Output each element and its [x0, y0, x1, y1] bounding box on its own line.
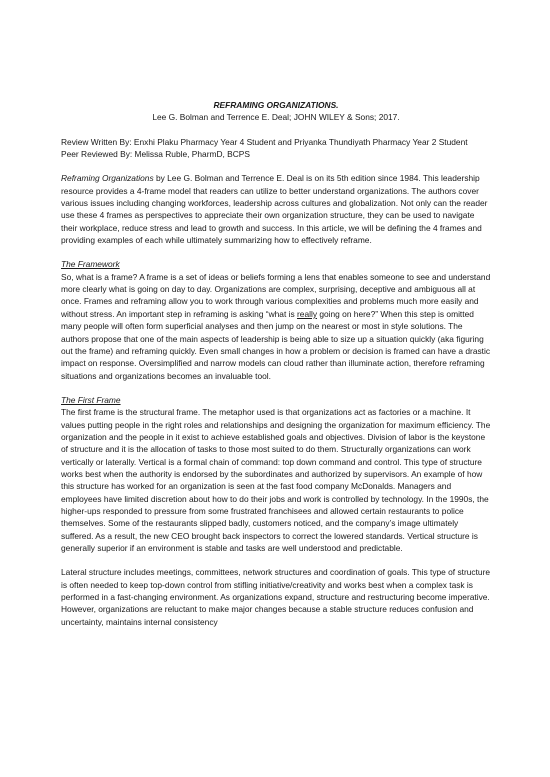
framework-heading: The Framework [61, 259, 120, 270]
framework-paragraph [61, 271, 491, 382]
framework-emphasis: really [297, 308, 318, 319]
intro-paragraph [61, 172, 491, 246]
framework-text-2: going on here?” When this step is omitted many people will often form superficial analyses and then jump on the nearest or most in style solutions. The authors propose that one of the main aspects of leadership is being able to size up a situation quickly (aka figuring out the frame) and reframing quickly. Even small changes in how a problem or decision is framed can have a drastic impact on response. Oversimplified and narrow models can cloud rather than illuminate action, therefore reframing situations and organizations becomes an invaluable tool. [61, 308, 491, 381]
document-title: REFRAMING ORGANIZATIONS. [213, 100, 339, 110]
book-citation: Lee G. Bolman and Terrence E. Deal; JOHN WILEY & Sons; 2017. [152, 112, 400, 123]
peer-review-line: Peer Reviewed By: Melissa Ruble, PharmD, BCPS [61, 149, 250, 160]
intro-text: by Lee G. Bolman and Terrence E. Deal is on its 5th edition since 1984. This leadership resource provides a 4-frame model that readers can utilize to better understand organizations. The authors cover various issues including changing workforces, leadership across cultures and globalization. Not only can the reader use these 4 frames as perspectives to appreciate their own organization structure, they can be used to navigate their workplace, reduce stress and lead to growth and success. In this article, we will be defining the 4 frames and providing examples of each while ultimately summarizing how to effectively reframe. [61, 173, 488, 246]
reviewers-line: Review Written By: Enxhi Plaku Pharmacy Year 4 Student and Priyanka Thundiyath Pharmacy Year 2 Student [61, 136, 468, 147]
lateral-structure-paragraph: Lateral structure includes meetings, committees, network structures and coordination of goals. This type of structure is often needed to keep top-down control from stifling initiative/creativity and works best when a complex task is performed in a fast-changing environment. As organizations expand, structure and restructuring become imperative. However, organizations are reluctant to make major changes because a stable structure reduces confusion and uncertainty, maintains internal consistency [61, 567, 491, 627]
first-frame-paragraph: The first frame is the structural frame. The metaphor used is that organizations act as factories or a machine. It values putting people in the right roles and relationships and designing the organization for maximum efficiency. The organization and the people in it exist to achieve established goals and objectives. Division of labor is the keystone of structure and it is the allocation of tasks to those most suited to do them. Structurally organizations can work vertically or laterally. Vertical is a formal chain of command: top down command and control. This type of structure works best when the authority is endorsed by the subordinates and authorized by supervisors. An example of how this structure has worked for an organization is seen at the fast food company McDonalds. Managers and employees have limited discretion about how to do their jobs and work is controlled by technology. In the 1990s, the higher-ups responded to pressure from some frustrated franchisees and allowed certain restaurants to police themselves. Some of the restaurants slipped badly, customers noticed, and the company’s image ultimately suffered. As a result, the new CEO brought back inspectors to correct the lowered standards. Vertical structure is generally superior if an environment is stable and tasks are well understood and predictable. [61, 407, 491, 553]
review-credits [61, 136, 491, 161]
book-title-italic: Reframing Organizations [61, 173, 154, 184]
document-body [61, 99, 491, 640]
first-frame-heading: The First Frame [61, 394, 121, 405]
framework-text-1: So, what is a frame? A frame is a set of ideas or beliefs forming a lens that enables someone to see and understand more clearly what is going on day to day. Organizations are complex, surprising, deceptive and ambiguous all at once. Frames and reframing allow you to work through various complexities and problems much more easily and without stress. An important step in reframing is asking “what is [61, 271, 491, 319]
